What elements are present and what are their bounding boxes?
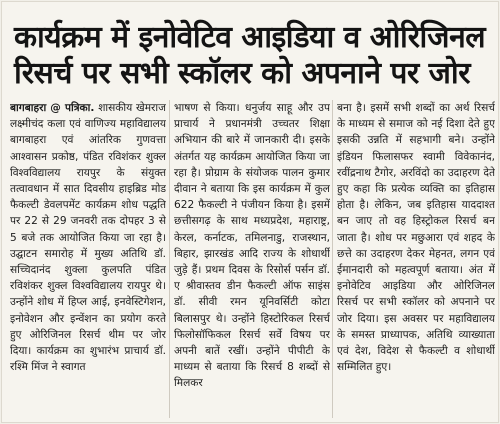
article-column-2	[174, 100, 330, 420]
newspaper-clipping	[2, 2, 498, 422]
article-column-1	[10, 100, 166, 420]
headline-line-1: कार्यक्रम में इनोवेटिव आइडिया व ओरिजिनल	[14, 20, 486, 55]
column-divider	[169, 100, 170, 418]
article-column-3	[337, 100, 495, 420]
column-3-text: बना है। इसमें सभी शब्दों का अर्थ रिसर्च के माध्यम से समाज को नई दिशा देते हुए इसकी उन्नति में सहभागी बने। उन्होंने इंडियन फिलासफर स्वामी विवेकानंद, रवींद्रनाथ टैगोर, अरविंदो का उदाहरण देते हुए कहा कि प्रत्येक व्यक्ति का इतिहास होता है। लेकिन, जब इतिहास याददाश्त बन जाए तो वह हिस्ट्रोकल रिसर्च बन जाता है। शोध पर मछुआरा एवं शहद के छत्ते का उदाहरण देकर मेहनत, लगन एवं ईमानदारी को महत्वपूर्ण बताया। अंत में इनोवेटिव आइडिया और ओरिजिनल रिसर्च पर सभी स्कॉलर को अपनाने पर जोर दिया। इस अवसर पर महाविद्यालय के समस्त प्राध्यापक, अतिथि व्याख्याता एवं देश, विदेश से फैकल्टी व शोधार्थी सम्मिलित हुए।	[337, 102, 495, 374]
column-2-text: भाषण से किया। धनुर्जय साहू और उप प्राचार्य ने प्रधानमंत्री उच्चतर शिक्षा अभियान की बारे में जानकारी दी। इसके अंतर्गत यह कार्यक्रम आयोजित किया जा रहा है। प्रोग्राम के संयोजक पालन कुमार दीवान ने बताया कि इस कार्यक्रम में कुल 622 फैकल्टी ने पंजीयन किया है। इसमें छत्तीसगढ़ के साथ मध्यप्रदेश, महाराष्ट्र, केरल, कर्नाटक, तमिलनाडु, राजस्थान, बिहार, झारखंड आदि राज्य के शोधार्थी जुड़े हैं। प्रथम दिवस के रिसोर्स पर्सन डॉ. ए श्रीवास्तव डीन फैकल्टी ऑफ साइंस डॉ. सीवी रमन यूनिवर्सिटी कोटा बिलासपुर थे। उन्होंने हिस्टोरिकल रिसर्च फिलोसॉफिकल रिसर्च सर्वे विषय पर अपनी बातें रखीं। उन्होंने पीपीटी के माध्यम से बताया कि रिसर्च 8 शब्दों से मिलकर	[174, 102, 330, 390]
column-1-text: शासकीय खेमराज लक्ष्मीचंद कला एवं वाणिज्य महाविद्यालय बागबाहरा एवं आंतरिक गुणवत्ता आश्वासन प्रकोष्ठ, पंडित रविशंकर शुक्ल विश्वविद्यालय रायपुर के संयुक्त तत्वावधान में सात दिवसीय हाइब्रिड मोड फैकल्टी डेवलपमेंट कार्यक्रम शोध पद्धति पर 22 से 29 जनवरी तक दोपहर 3 से 5 बजे तक आयोजित किया जा रहा है। उद्घाटन समारोह में मुख्य अतिथि डॉ. सच्चिदानंद शुक्ला कुलपति पंडित रविशंकर शुक्ल विश्वविद्यालय रायपुर थे। उन्होंने शोध में हिप्ल आई, इनवेस्टिगेशन, इनोवेशन और इन्वेंशन का प्रयोग करते हुए ओरिजिनल रिसर्च थीम पर जोर दिया। कार्यक्रम का शुभारंभ प्राचार्य डॉ. रश्मि मिंज ने स्वागत	[10, 102, 166, 374]
dateline: बागबाहरा @ पत्रिका.	[10, 102, 95, 114]
column-divider	[332, 100, 333, 418]
headline-line-2: रिसर्च पर सभी स्कॉलर को अपनाने पर जोर	[14, 56, 470, 91]
